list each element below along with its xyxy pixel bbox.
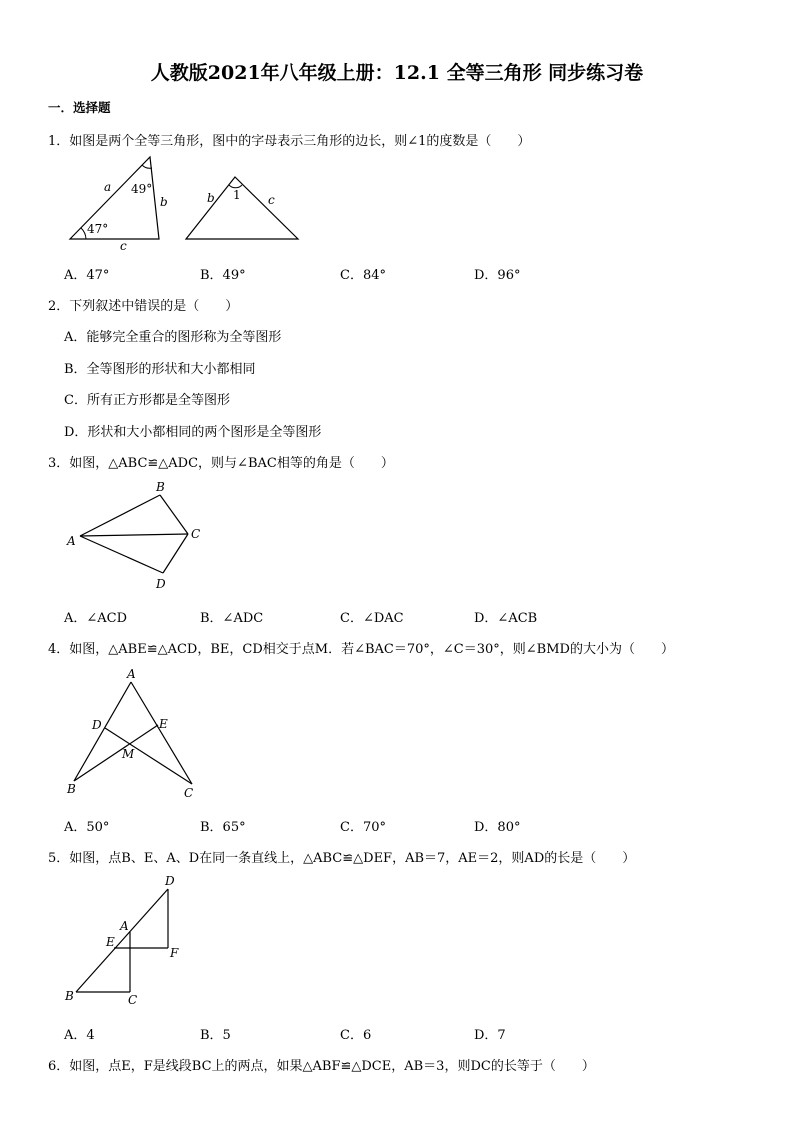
label-A: A (127, 667, 136, 681)
label-angle-1: 1 (233, 188, 241, 202)
question-6-stem: 6．如图，点E，F是线段BC上的两点，如果△ABF≌△DCE，AB＝3，则DC的长等于（ ） (48, 1059, 595, 1074)
label-C: C (184, 786, 194, 800)
question-2-stem: 2．下列叙述中错误的是（ ） (48, 299, 239, 314)
q1-option-d[interactable]: D．96° (474, 268, 521, 283)
label-A: A (120, 919, 129, 933)
label-c2: c (268, 193, 275, 207)
label-A: A (67, 534, 76, 548)
q4-option-b[interactable]: B．65° (200, 820, 246, 835)
label-C: C (128, 993, 138, 1007)
label-b: b (160, 195, 168, 209)
label-angle-47: 47° (87, 222, 109, 236)
label-M: M (122, 747, 135, 761)
q3-option-a[interactable]: A．∠ACD (64, 611, 128, 626)
q1-option-b[interactable]: B．49° (200, 268, 246, 283)
q4-option-d[interactable]: D．80° (474, 820, 521, 835)
question-3-stem: 3．如图，△ABC≌△ADC，则与∠BAC相等的角是（ ） (48, 456, 394, 471)
q1-option-a[interactable]: A．47° (64, 268, 110, 283)
label-b2: b (207, 191, 215, 205)
label-D: D (156, 577, 166, 591)
q2-option-a[interactable]: A．能够完全重合的图形称为全等图形 (64, 330, 282, 345)
label-D: D (165, 874, 175, 888)
q1-option-c[interactable]: C．84° (340, 268, 386, 283)
q5-option-d[interactable]: D．7 (474, 1028, 506, 1043)
label-B: B (156, 480, 165, 494)
q5-option-c[interactable]: C．6 (340, 1028, 372, 1043)
q5-option-b[interactable]: B．5 (200, 1028, 231, 1043)
label-E: E (159, 717, 168, 731)
q2-option-c[interactable]: C．所有正方形都是全等图形 (64, 393, 230, 408)
q5-option-a[interactable]: A．4 (64, 1028, 95, 1043)
question-5-figure (62, 873, 192, 1008)
triangle-1 (70, 157, 159, 239)
q3-option-b[interactable]: B．∠ADC (200, 611, 264, 626)
label-a: a (104, 180, 112, 194)
q4-option-a[interactable]: A．50° (64, 820, 110, 835)
q3-option-d[interactable]: D．∠ACB (474, 611, 538, 626)
q3-option-c[interactable]: C．∠DAC (340, 611, 404, 626)
label-B: B (67, 782, 76, 796)
q4-option-c[interactable]: C．70° (340, 820, 386, 835)
section-heading: 一．选择题 (48, 100, 111, 115)
question-5-stem: 5．如图，点B、E、A、D在同一条直线上，△ABC≌△DEF，AB＝7，AE＝2，则AD的长是（ ） (48, 851, 636, 866)
label-E: E (106, 935, 115, 949)
label-D: D (92, 718, 102, 732)
angle-arc-47 (81, 228, 86, 239)
question-1-stem: 1．如图是两个全等三角形，图中的字母表示三角形的边长，则∠1的度数是（ ） (48, 134, 531, 149)
question-4-figure (62, 668, 212, 803)
label-c: c (120, 239, 127, 253)
q2-option-b[interactable]: B．全等图形的形状和大小都相同 (64, 362, 256, 377)
label-angle-49: 49° (131, 182, 153, 196)
triangle-2 (186, 177, 298, 239)
label-B: B (65, 989, 74, 1003)
page-title: 人教版2021年八年级上册：12.1 全等三角形 同步练习卷 (150, 62, 644, 84)
label-F: F (170, 946, 179, 960)
label-C: C (191, 527, 201, 541)
q2-option-d[interactable]: D．形状和大小都相同的两个图形是全等图形 (64, 425, 322, 440)
question-1-figure (62, 155, 312, 253)
question-3-figure (62, 478, 222, 593)
question-4-stem: 4．如图，△ABE≌△ACD，BE，CD相交于点M．若∠BAC＝70°，∠C＝30°，则∠BMD的大小为（ ） (48, 642, 674, 657)
